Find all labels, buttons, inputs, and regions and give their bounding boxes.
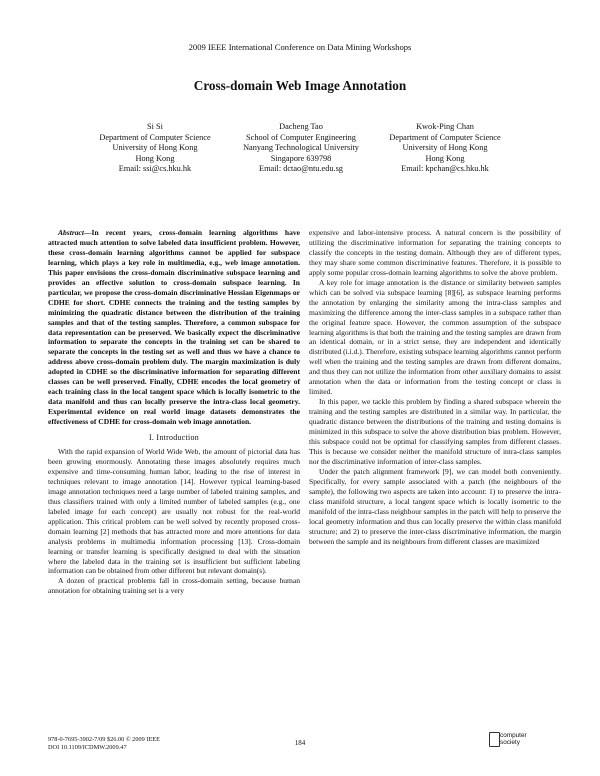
body-paragraph: With the rapid expansion of World Wide Web, the amount of pictorial data has been growing enormously. Annotating these images absolutely requires much expensive and time-consuming human labor, leading to the rise of interest in techniques relevant to image annotation [14]. However typical learning-based image annotation techniques need a large number of labeled training samples, and thus classifiers trained with only a limited number of labeled samples (e.g., one labeled image for each concept) are usually not robust for the real-world application. This critical problem can be well solved by recently proposed cross-domain learning [2] methods that has attracted more and more attentions for data analysis problems in multimedia information processing [13]. Cross-domain learning or transfer learning is specifically designed to deal with the situation where the labeled data in the training set is insufficient but sufficient labeling information can be obtained from other different but relevant domain(s). — [48, 447, 300, 576]
right-column — [309, 228, 561, 547]
author-inst: Nanyang Technological University — [243, 143, 359, 153]
author-city: Hong Kong — [135, 153, 175, 163]
author-email: Email: kpchan@cs.hku.hk — [401, 164, 489, 174]
body-paragraph: A key role for image annotation is the distance or similarity between samples which can be solved via subspace learning [8][6], as subspace learning performs the annotation by enlarging the similarity among the intra-class samples and maximizing the difference among the inter-class samples in a subspace rather than the original feature space. However, the common assumption of the subspace learning algorithms is that both the training and the testing samples are drawn from an identical domain, or in a strict sense, they are independent and identically distributed (i.i.d.). Therefore, existing subspace learning algorithms cannot perform well when the training and the testing samples are drawn from different domains, and thus they can not utilize the information from other auxiliary domains to assist annotation when the data or information from the testing concept or class is limited. — [309, 277, 561, 397]
author-name: Kwok-Ping Chan — [416, 122, 474, 131]
author-email: Email: dctao@ntu.edu.sg — [259, 164, 343, 174]
computer-society-logo — [489, 728, 561, 754]
author-city: Singapore 639798 — [270, 153, 332, 163]
conference-header: 2009 IEEE International Conference on Data Mining Workshops — [188, 42, 412, 52]
author-block-1 — [70, 122, 240, 175]
computer-society-icon — [489, 732, 500, 747]
author-dept: School of Computer Engineering — [246, 132, 356, 142]
body-paragraph: expensive and labor-intensive process. A natural concern is the possibility of utilizing the discriminative information for separating the training concepts to classify the concepts in the testing domain. Although they are of different types, they may share some common discriminative features. Therefore, it is possible to apply some popular cross-domain learning algorithms to solve the above problem. — [309, 228, 561, 277]
body-paragraph: Under the patch alignment framework [9], we can model both conveniently. Specifically, for every sample associated with a patch (the neighbours of the sample), the following two aspects are taken into account: 1) to preserve the intra-class manifold structure, a local tangent space which is locally isometric to the manifold of the intra-class neighbour samples in the patch will help to preserve the local geometry information and thus can locally preserve the within class manifold structure; and 2) to preserve the inter-class discriminative information, the margin between the sample and its neighbours from different classes are maximized — [309, 466, 561, 546]
author-dept: Department of Computer Science — [99, 132, 211, 142]
footer-doi: DOI 10.1109/ICDMW.2009.47 — [48, 744, 127, 751]
abstract-label: Abstract — [58, 228, 84, 237]
abstract-text: —In recent years, cross-domain learning algorithms have attracted much attention to solve labeled data insufficient problem. However, these cross-domain learning algorithms cannot be applied for subspace learning, which plays a key role in multimedia, e.g., web image annotation. This paper envisions the cross-domain discriminative subspace learning and provides an effective solution to cross-domain subspace learning. In particular, we propose the cross-domain discriminative Hessian Eigenmaps or CDHE for short. CDHE connects the training and the testing samples by minimizing the quadratic distance between the distribution of the training samples and that of the testing samples. Therefore, a common subspace for data representation can be preserved. We basically expect the discriminative information to separate the concepts in the training set can be shared to separate the concepts in the testing set as well and thus we have a chance to address above cross-domain problem duly. The margin maximization is duly adopted in CDHE so the discriminative information for separating different classes can be well preserved. Finally, CDHE encodes the local geometry of each training class in the local tangent space which is locally isometric to the data manifold and thus can locally preserve the intra-class local geometry. Experimental evidence on real world image datasets demonstrates the effectiveness of CDHE for cross-domain web image annotation. — [48, 228, 300, 427]
author-inst: University of Hong Kong — [112, 143, 198, 153]
logo-text: society — [500, 738, 520, 746]
section-heading-introduction: I. Introduction — [148, 433, 200, 443]
paper-title: Cross-domain Web Image Annotation — [193, 78, 407, 93]
author-dept: Department of Computer Science — [389, 132, 501, 142]
footer-isbn: 978-0-7695-3902-7/09 $26.00 © 2009 IEEE — [48, 736, 160, 743]
author-inst: University of Hong Kong — [402, 143, 488, 153]
logo-text: computer — [500, 732, 527, 739]
author-name: Dacheng Tao — [279, 122, 323, 131]
author-city: Hong Kong — [425, 153, 465, 163]
author-block-3 — [360, 122, 530, 175]
left-column — [48, 228, 300, 596]
author-email: Email: ssi@cs.hku.hk — [118, 164, 192, 174]
body-paragraph: A dozen of practical problems fall in cross-domain setting, because human annotation for obtaining training set is a very — [48, 576, 300, 596]
abstract — [48, 228, 300, 427]
author-name: Si Si — [147, 122, 163, 131]
page-number: 184 — [294, 739, 306, 747]
body-paragraph: In this paper, we tackle this problem by finding a shared subspace wherein the training and the testing samples are distributed in a similar way. In particular, the quadratic distance between the distributions of the training and testing domains is minimized in this subspace to solve the above distribution bias problem. However, this subspace could not be optimal for classifying samples from different classes. This is because we consider neither the manifold structure of intra-class samples nor the discriminative information of inter-class samples. — [309, 397, 561, 466]
